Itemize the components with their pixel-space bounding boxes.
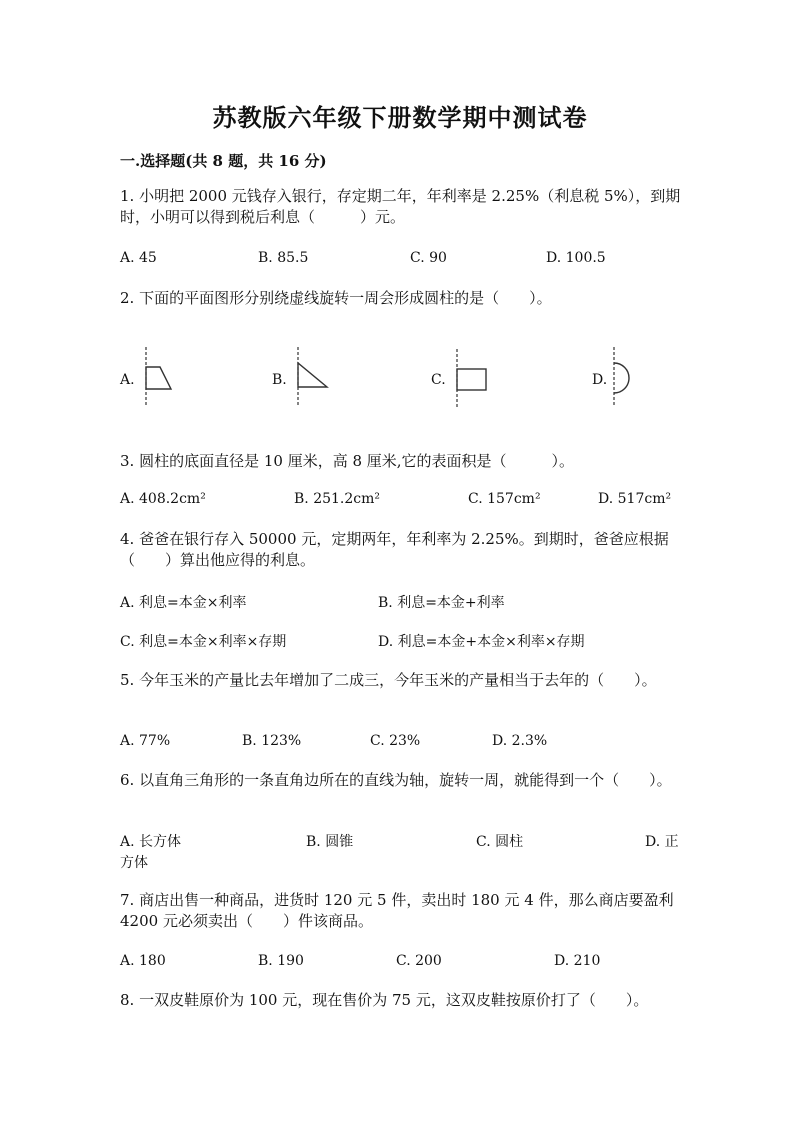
rectangle-figure bbox=[452, 345, 492, 409]
exam-title: 苏教版六年级下册数学期中测试卷 bbox=[212, 103, 588, 132]
q1-option-c: C. 90 bbox=[410, 250, 447, 266]
question-7: 7. 商店出售一种商品，进货时 120 元 5 件，卖出时 180 元 4 件，那么商店要盈利 4200 元必须卖出（ ）件该商品。 bbox=[120, 891, 674, 930]
q6-option-c: C. 圆柱 bbox=[476, 834, 524, 850]
q7-option-c: C. 200 bbox=[396, 953, 442, 969]
q3-option-d: D. 517cm² bbox=[598, 491, 672, 507]
q7-option-d: D. 210 bbox=[554, 953, 601, 969]
trapezoid-figure bbox=[140, 345, 180, 409]
q1-option-a: A. 45 bbox=[120, 250, 157, 266]
q5-option-c: C. 23% bbox=[370, 733, 421, 749]
q5-option-b: B. 123% bbox=[242, 733, 302, 749]
q1-option-b: B. 85.5 bbox=[258, 250, 309, 266]
q6-option-b: B. 圆锥 bbox=[306, 834, 354, 850]
question-5: 5. 今年玉米的产量比去年增加了二成三，今年玉米的产量相当于去年的（ ）。 bbox=[120, 671, 657, 689]
q2-option-b-label: B. bbox=[272, 372, 287, 388]
q3-option-a: A. 408.2cm² bbox=[120, 491, 206, 507]
q3-option-c: C. 157cm² bbox=[468, 491, 541, 507]
triangle-figure bbox=[292, 345, 332, 409]
question-1: 1. 小明把 2000 元钱存入银行，存定期二年，年利率是 2.25%（利息税 5%），到期时，小明可以得到税后利息（ ）元。 bbox=[120, 187, 681, 226]
q6-option-d-continued: 方体 bbox=[120, 855, 148, 871]
q4-option-d: D. 利息=本金+本金×利率×存期 bbox=[378, 634, 585, 650]
q4-option-b: B. 利息=本金+利率 bbox=[378, 595, 505, 611]
q7-option-a: A. 180 bbox=[120, 953, 166, 969]
q6-option-d: D. 正 bbox=[645, 834, 679, 850]
q7-option-b: B. 190 bbox=[258, 953, 304, 969]
question-2: 2. 下面的平面图形分别绕虚线旋转一周会形成圆柱的是（ ）。 bbox=[120, 289, 552, 307]
section-heading: 一.选择题(共 8 题，共 16 分) bbox=[120, 152, 327, 170]
q4-option-c: C. 利息=本金×利率×存期 bbox=[120, 634, 287, 650]
q2-option-c-label: C. bbox=[431, 372, 446, 388]
q6-option-a: A. 长方体 bbox=[120, 834, 182, 850]
q2-option-a-label: A. bbox=[120, 372, 135, 388]
q4-option-a: A. 利息=本金×利率 bbox=[120, 595, 247, 611]
question-8: 8. 一双皮鞋原价为 100 元，现在售价为 75 元，这双皮鞋按原价打了（ ）。 bbox=[120, 991, 649, 1009]
question-3: 3. 圆柱的底面直径是 10 厘米，高 8 厘米,它的表面积是（ ）。 bbox=[120, 452, 575, 470]
semicircle-figure bbox=[608, 345, 648, 409]
q1-option-d: D. 100.5 bbox=[546, 250, 606, 266]
q5-option-d: D. 2.3% bbox=[492, 733, 548, 749]
question-6: 6. 以直角三角形的一条直角边所在的直线为轴，旋转一周，就能得到一个（ ）。 bbox=[120, 771, 672, 789]
q2-option-d-label: D. bbox=[592, 372, 608, 388]
question-4: 4. 爸爸在银行存入 50000 元，定期两年，年利率为 2.25%。到期时，爸爸应根据（ ）算出他应得的利息。 bbox=[120, 530, 669, 569]
q5-option-a: A. 77% bbox=[120, 733, 171, 749]
q3-option-b: B. 251.2cm² bbox=[294, 491, 380, 507]
